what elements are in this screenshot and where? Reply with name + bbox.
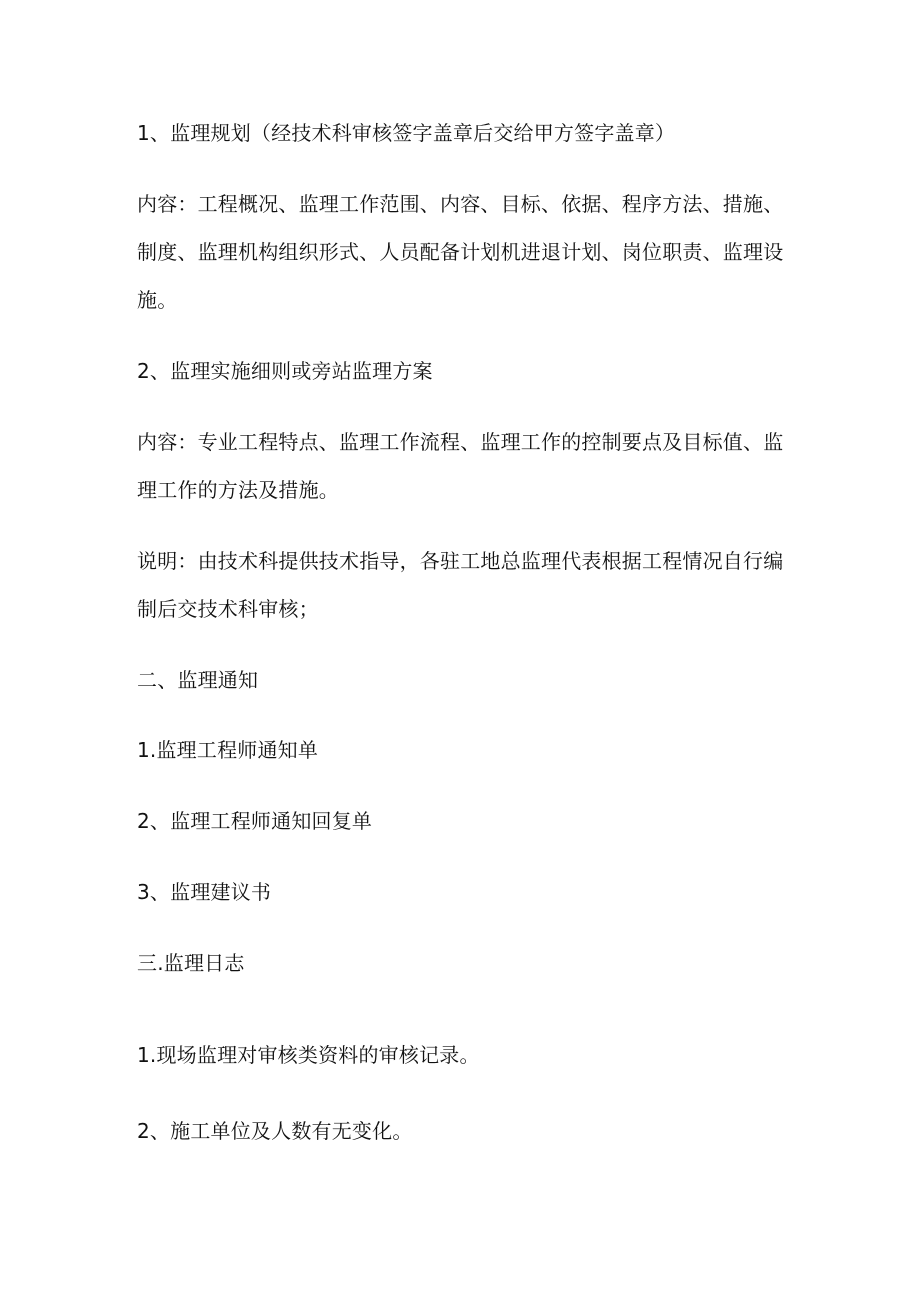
paragraph-line: 内容：工程概况、监理工作范围、内容、目标、依据、程序方法、措施、 [137, 192, 784, 216]
list-item: 1.监理工程师通知单 [137, 738, 319, 762]
paragraph-line: 说明：由技术科提供技术指导，各驻工地总监理代表根据工程情况自行编 [137, 549, 784, 573]
section-heading-supervision-plan: 1、监理规划（经技术科审核签字盖章后交给甲方签字盖章） [137, 121, 676, 145]
paragraph-line: 内容：专业工程特点、监理工作流程、监理工作的控制要点及目标值、监 [137, 430, 784, 454]
paragraph-line: 制后交技术科审核； [137, 597, 319, 621]
paragraph-line: 施。 [137, 288, 178, 312]
list-item: 2、监理工程师通知回复单 [137, 809, 373, 833]
section-heading-supervision-log: 三.监理日志 [137, 951, 245, 975]
section-heading-supervision-notice: 二、监理通知 [137, 668, 259, 692]
list-item: 1.现场监理对审核类资料的审核记录。 [137, 1043, 480, 1067]
paragraph-line: 理工作的方法及措施。 [137, 478, 339, 502]
list-item: 3、监理建议书 [137, 880, 272, 904]
section-heading-implementation-rules: 2、监理实施细则或旁站监理方案 [137, 359, 433, 383]
list-item: 2、施工单位及人数有无变化。 [137, 1119, 413, 1143]
paragraph-line: 制度、监理机构组织形式、人员配备计划机进退计划、岗位职责、监理设 [137, 240, 784, 264]
